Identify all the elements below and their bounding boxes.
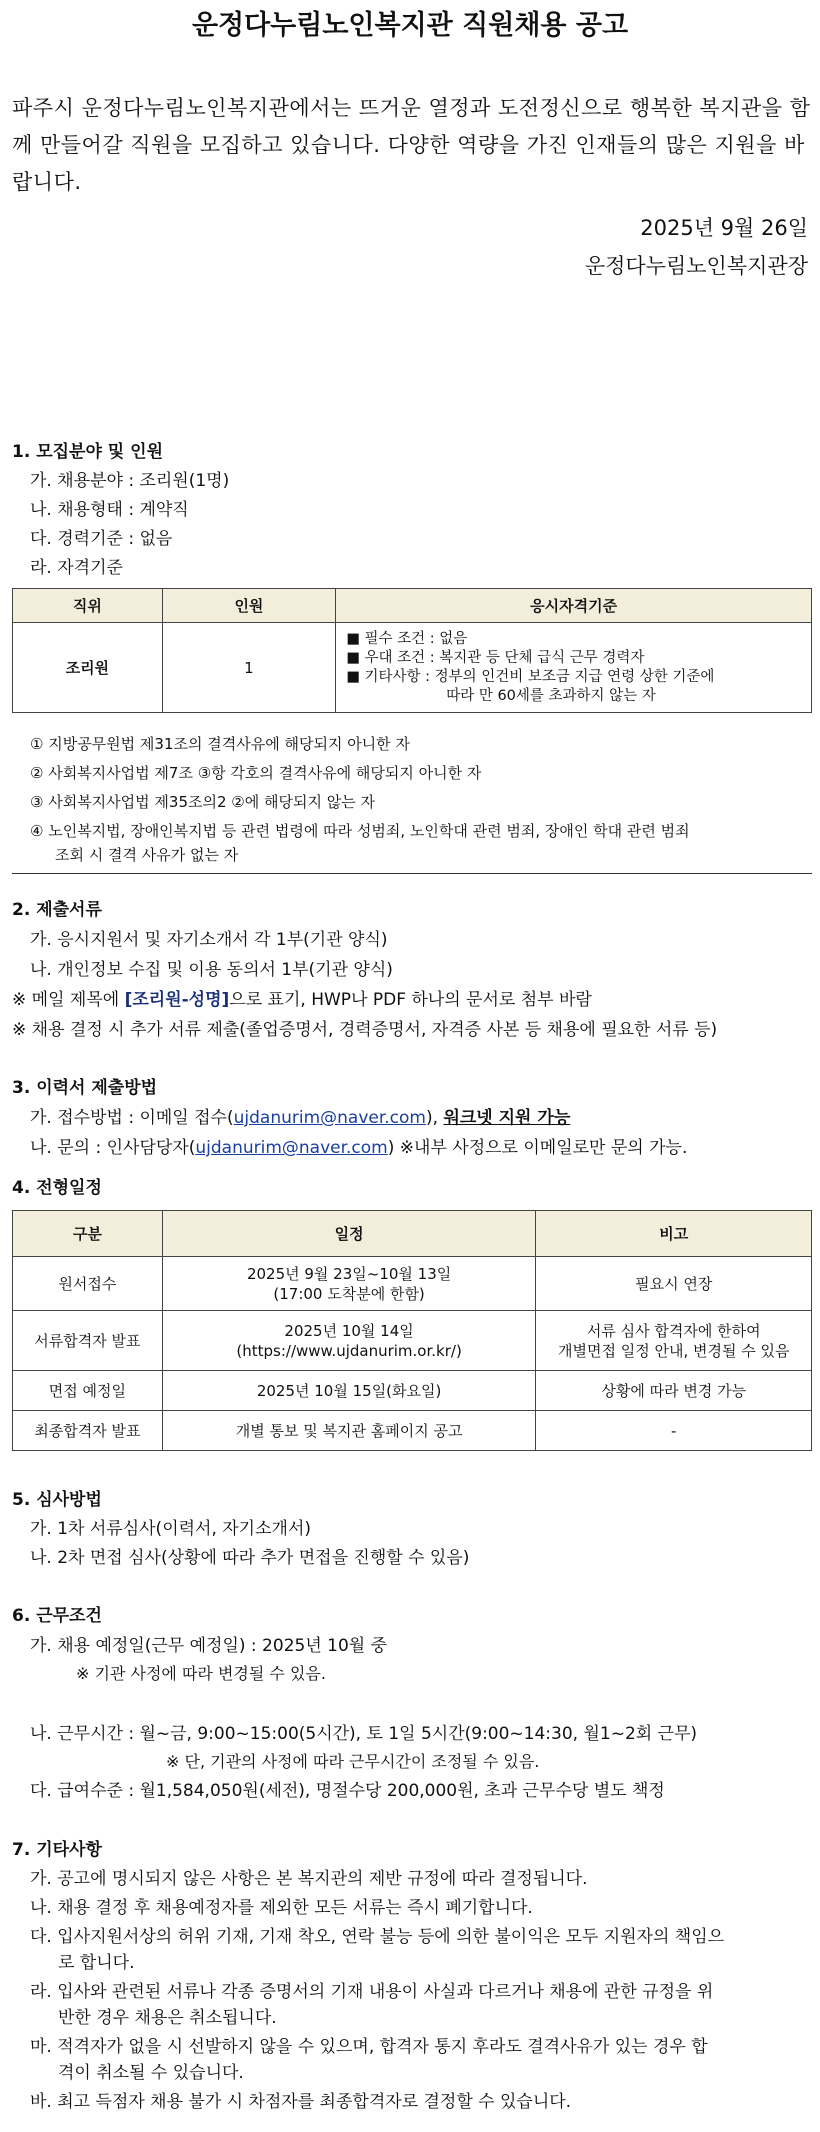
table-header: 응시자격기준 <box>336 589 812 623</box>
qualification-line: 따라 만 60세를 초과하지 않는 자 <box>446 687 656 704</box>
qualification-line: ■ 기타사항 : 정부의 인건비 보조금 지급 연령 상한 기준에 <box>346 668 715 685</box>
section-1-item: 다. 경력기준 : 없음 <box>30 529 173 549</box>
inquiry-info: 나. 문의 : 인사담당자(ujdanurim@naver.com) ※내부 사정으로 이메일로만 문의 가능. <box>30 1138 688 1158</box>
position-cell: 조리원 <box>13 623 163 713</box>
section-5-item: 나. 2차 면접 심사(상황에 따라 추가 면접을 진행할 수 있음) <box>30 1548 470 1568</box>
other-item-cont: 격이 취소될 수 있습니다. <box>58 2063 244 2083</box>
posting-date: 2025년 9월 26일 <box>640 216 808 240</box>
table-header: 인원 <box>162 589 336 623</box>
mail-subject-note: ※ 메일 제목에 [조리원-성명]으로 표기, HWP나 PDF 하나의 문서로 첨부 바람 <box>12 990 592 1010</box>
criteria-note: ① 지방공무원법 제31조의 결격사유에 해당되지 아니한 자 <box>30 735 410 753</box>
issuer-name: 운정다누림노인복지관장 <box>584 254 808 278</box>
criteria-note: ③ 사회복지사업법 제35조의2 ②에 해당되지 않는 자 <box>30 793 375 811</box>
criteria-note: 조회 시 결격 사유가 없는 자 <box>55 846 239 864</box>
page-title: 운정다누림노인복지관 직원채용 공고 <box>191 10 629 41</box>
section-1-heading: 1. 모집분야 및 인원 <box>12 442 163 462</box>
extra-documents-note: ※ 채용 결정 시 추가 서류 제출(졸업증명서, 경력증명서, 자격증 사본 등 채용에 필요한 서류 등) <box>12 1020 718 1040</box>
section-1-item: 가. 채용분야 : 조리원(1명) <box>30 471 230 491</box>
count-cell: 1 <box>162 623 336 713</box>
qualification-line: ■ 필수 조건 : 없음 <box>346 630 468 647</box>
working-hours: 나. 근무시간 : 월~금, 9:00~15:00(5시간), 토 1일 5시간(9:00~14:30, 월1~2회 근무) <box>30 1724 698 1744</box>
working-hours-note: ※ 단, 기관의 사정에 따라 근무시간이 조정될 수 있음. <box>166 1752 540 1771</box>
application-method: 가. 접수방법 : 이메일 접수(ujdanurim@naver.com), 워크넷 지원 가능 <box>30 1108 571 1128</box>
table-row: 면접 예정일 2025년 10월 15일(화요일) 상황에 따라 변경 가능 <box>13 1371 812 1411</box>
section-7-heading: 7. 기타사항 <box>12 1840 102 1860</box>
section-1-item: 나. 채용형태 : 계약직 <box>30 500 189 520</box>
divider <box>12 873 812 874</box>
other-item: 바. 최고 득점자 채용 불가 시 차점자를 최종합격자로 결정할 수 있습니다. <box>30 2092 572 2112</box>
email-link[interactable]: ujdanurim@naver.com <box>195 1138 388 1158</box>
intro-paragraph: 파주시 운정다누림노인복지관에서는 뜨거운 열정과 도전정신으로 행복한 복지관을 함께 만들어갈 직원을 모집하고 있습니다. 다양한 역량을 가진 인재들의 많은 지원을 바랍니다. <box>12 96 811 194</box>
start-date-note: ※ 기관 사정에 따라 변경될 수 있음. <box>76 1664 326 1683</box>
table-header: 일정 <box>162 1211 536 1257</box>
qualification-table <box>12 588 812 713</box>
table-header: 비고 <box>536 1211 812 1257</box>
other-item-cont: 로 합니다. <box>58 1953 135 1973</box>
other-item: 다. 입사지원서상의 허위 기재, 기재 착오, 연락 불능 등에 의한 불이익은 모두 지원자의 책임으 <box>30 1927 725 1947</box>
table-header: 구분 <box>13 1211 163 1257</box>
other-item: 라. 입사와 관련된 서류나 각종 증명서의 기재 내용이 사실과 다르거나 채용에 관한 규정을 위 <box>30 1982 714 2002</box>
section-1-item: 라. 자격기준 <box>30 558 123 578</box>
other-item: 마. 적격자가 없을 시 선발하지 않을 수 있으며, 합격자 통지 후라도 결격사유가 있는 경우 합 <box>30 2037 708 2057</box>
salary: 다. 급여수준 : 월1,584,050원(세전), 명절수당 200,000원, 초과 근무수당 별도 책정 <box>30 1781 665 1801</box>
criteria-note: ④ 노인복지법, 장애인복지법 등 관련 법령에 따라 성범죄, 노인학대 관련 범죄, 장애인 학대 관련 범죄 <box>30 822 690 840</box>
section-2-item: 나. 개인정보 수집 및 이용 동의서 1부(기관 양식) <box>30 960 393 980</box>
section-3-heading: 3. 이력서 제출방법 <box>12 1078 158 1098</box>
email-link[interactable]: ujdanurim@naver.com <box>233 1108 426 1128</box>
other-item: 가. 공고에 명시되지 않은 사항은 본 복지관의 제반 규정에 따라 결정됩니다. <box>30 1869 588 1889</box>
section-6-heading: 6. 근무조건 <box>12 1606 102 1626</box>
section-5-heading: 5. 심사방법 <box>12 1490 102 1510</box>
section-2-item: 가. 응시지원서 및 자기소개서 각 1부(기관 양식) <box>30 930 388 950</box>
qualification-cell <box>336 623 812 713</box>
qualification-line: ■ 우대 조건 : 복지관 등 단체 급식 근무 경력자 <box>346 649 645 666</box>
other-item-cont: 반한 경우 채용은 취소됩니다. <box>58 2008 277 2028</box>
start-date: 가. 채용 예정일(근무 예정일) : 2025년 10월 중 <box>30 1636 388 1656</box>
criteria-note: ② 사회복지사업법 제7조 ③항 각호의 결격사유에 해당되지 아니한 자 <box>30 764 482 782</box>
section-5-item: 가. 1차 서류심사(이력서, 자기소개서) <box>30 1519 312 1539</box>
table-header: 직위 <box>13 589 163 623</box>
section-4-heading: 4. 전형일정 <box>12 1178 102 1198</box>
table-row: 원서접수 2025년 9월 23일~10월 13일 (17:00 도착분에 한함) 필요시 연장 <box>13 1257 812 1311</box>
schedule-table <box>12 1210 812 1451</box>
table-row: 서류합격자 발표 2025년 10월 14일 (https://www.ujdanurim.or.kr/) 서류 심사 합격자에 한하여 개별면접 일정 안내, 변경될 수 있음 <box>13 1311 812 1371</box>
table-row: 최종합격자 발표 개별 통보 및 복지관 홈페이지 공고 - <box>13 1411 812 1451</box>
other-item: 나. 채용 결정 후 채용예정자를 제외한 모든 서류는 즉시 폐기합니다. <box>30 1898 533 1918</box>
section-2-heading: 2. 제출서류 <box>12 900 102 920</box>
